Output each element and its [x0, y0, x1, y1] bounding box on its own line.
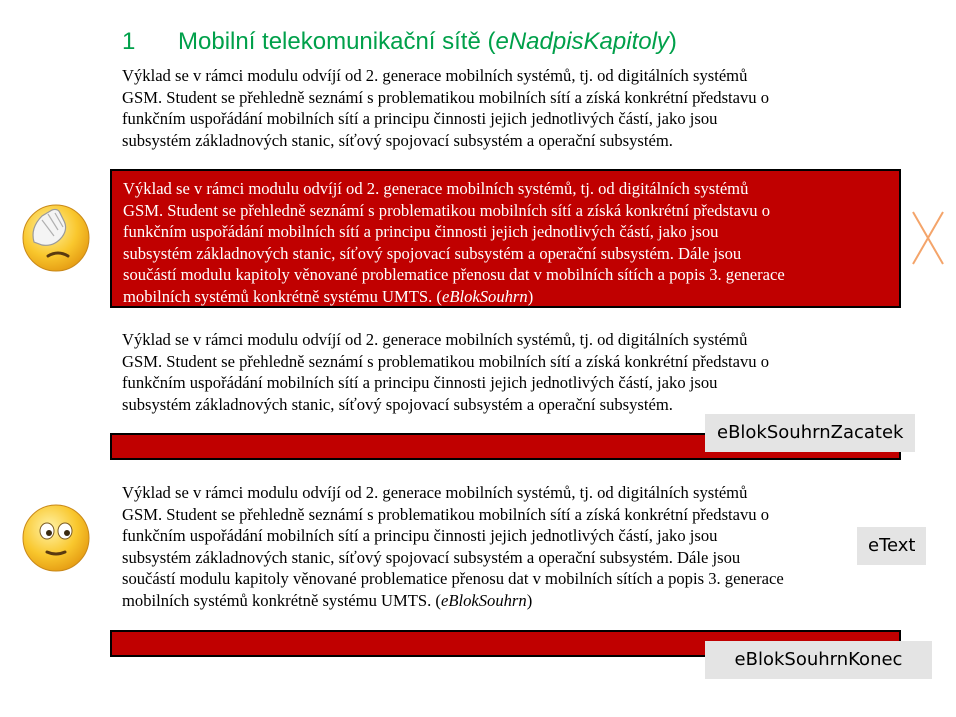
- paragraph-line: subsystém základnových stanic, síťový spojovací subsystém a operační subsystém. Dále jsou: [123, 243, 742, 263]
- paragraph-plain-2: [122, 329, 769, 415]
- paragraph-line-text: mobilních systémů konkrétně systému UMTS.: [123, 286, 433, 306]
- chapter-number: 1: [122, 28, 136, 55]
- chapter-heading: 1 Mobilní telekomunikační sítě (eNadpisKapitoly): [122, 28, 677, 55]
- paragraph-line: subsystém základnových stanic, síťový spojovací subsystém a operační subsystém.: [122, 394, 673, 414]
- paragraph-line: Výklad se v rámci modulu odvíjí od 2. generace mobilních systémů, tj. od digitálních systémů: [123, 179, 749, 198]
- paragraph-line: GSM. Student se přehledně seznámí s problematikou mobilních sítí a získá konkrétní představu o: [122, 351, 770, 371]
- paragraph-line: subsystém základnových stanic, síťový spojovací subsystém a operační subsystém.: [122, 130, 673, 150]
- facepalm-emoji-icon: [20, 202, 92, 274]
- paragraph-plain-1: [122, 65, 769, 151]
- paragraph-line: funkčním uspořádání mobilních sítí a principu činnosti jejich jednotlivých částí, jako jsou: [123, 222, 719, 242]
- chapter-title: Mobilní telekomunikační sítě: [178, 28, 481, 55]
- paragraph-line: Výklad se v rámci modulu odvíjí od 2. generace mobilních systémů, tj. od digitálních systémů: [122, 330, 748, 349]
- style-tag: eBlokSouhrn: [440, 590, 527, 610]
- style-tag: eBlokSouhrn: [441, 286, 528, 306]
- paragraph-line: subsystém základnových stanic, síťový spojovací subsystém a operační subsystém. Dále jsou: [122, 547, 741, 567]
- label-text-style: eText: [857, 527, 926, 565]
- label-summary-start: eBlokSouhrnZacatek: [705, 414, 915, 452]
- paragraph-summary-correct: [122, 482, 784, 612]
- paragraph-line: funkčním uspořádání mobilních sítí a principu činnosti jejich jednotlivých částí, jako jsou: [122, 109, 718, 129]
- paragraph-line: funkčním uspořádání mobilních sítí a principu činnosti jejich jednotlivých částí, jako jsou: [122, 526, 718, 546]
- smiling-emoji-icon: [20, 502, 92, 574]
- summary-block-wrong: [110, 169, 901, 308]
- paragraph-line: funkčním uspořádání mobilních sítí a principu činnosti jejich jednotlivých částí, jako jsou: [122, 373, 718, 393]
- label-summary-end: eBlokSouhrnKonec: [705, 641, 932, 679]
- paragraph-line: součástí modulu kapitoly věnované problematice přenosu dat v mobilních sítích a popis 3. generace: [122, 569, 784, 589]
- cross-icon: [910, 210, 946, 266]
- paragraph-line: mobilních systémů konkrétně systému UMTS. (eBlokSouhrn): [122, 590, 533, 610]
- heading-style-tag: eNadpisKapitoly: [495, 28, 669, 55]
- paragraph-line: Výklad se v rámci modulu odvíjí od 2. generace mobilních systémů, tj. od digitálních systémů: [122, 483, 748, 502]
- paragraph-line-text: mobilních systémů konkrétně systému UMTS.: [122, 590, 432, 610]
- paragraph-line: GSM. Student se přehledně seznámí s problematikou mobilních sítí a získá konkrétní představu o: [122, 87, 770, 107]
- paragraph-line: GSM. Student se přehledně seznámí s problematikou mobilních sítí a získá konkrétní představu o: [122, 504, 770, 524]
- summary-text: [112, 171, 899, 308]
- paragraph-line: Výklad se v rámci modulu odvíjí od 2. generace mobilních systémů, tj. od digitálních systémů: [122, 66, 748, 85]
- paragraph-line: mobilních systémů konkrétně systému UMTS. (eBlokSouhrn): [123, 286, 534, 306]
- paragraph-line: součástí modulu kapitoly věnované problematice přenosu dat v mobilních sítích a popis 3. generace: [123, 265, 785, 285]
- paragraph-line: GSM. Student se přehledně seznámí s problematikou mobilních sítí a získá konkrétní představu o: [123, 200, 771, 220]
